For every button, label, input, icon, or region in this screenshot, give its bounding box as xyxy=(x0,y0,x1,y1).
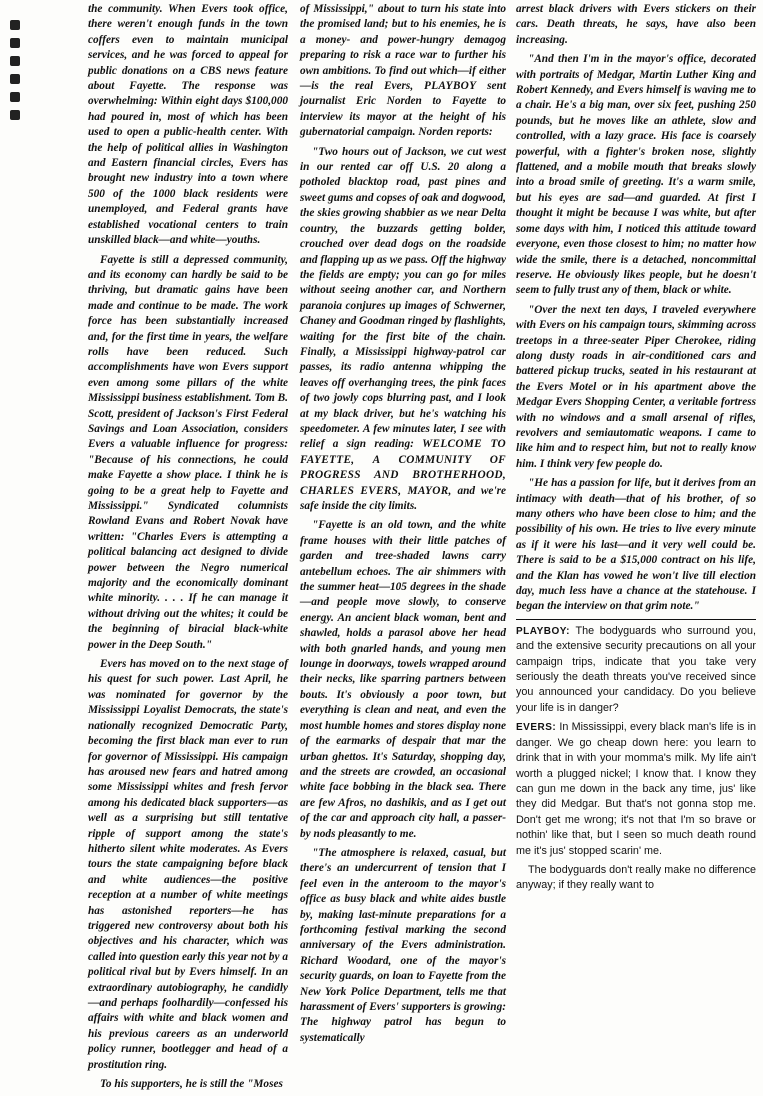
question-1-text: The bodyguards who surround you, and the extensive security precautions on all your campaign trips, indicate that you take very seriously the death threats you've received since you announced your candidacy. Do you believe your life is in danger? xyxy=(516,624,756,714)
column-1 xyxy=(88,2,288,1096)
speaker-label-evers: EVERS: xyxy=(516,722,557,734)
answer-1-text: In Mississippi, every black man's life is in danger. We go cheap down here: you learn to drink that in with your momma's milk. My life ain't worth a plugged nickel; I know that. I know they can gun me down in the back any time, jus' like they did Medgar. But that's not gonna stop me. Don't get me wrong; it's not that I'm so brave or nothin' like that, but I seen so much death round me it's jus' stopped scarin' me. xyxy=(516,721,756,857)
col2-paragraph-1 xyxy=(300,2,506,141)
margin-mark xyxy=(10,74,20,84)
intro-text xyxy=(516,2,756,615)
col2-paragraph-2 xyxy=(300,145,506,515)
col2-p1-text: of Mississippi," about to turn his state into the promised land; but to his enemies, he is a money- and power-hungry demagog preparing to risk a race war to further his own ambitions. To find out which—if either—is the real Evers, xyxy=(300,3,506,93)
col1-paragraph-4: To his supporters, he is still the "Moses xyxy=(100,1078,283,1091)
col3-paragraph-2: "And then I'm in the mayor's office, decorated with portraits of Medgar, Martin Luther King and Robert Kennedy, and Evers himself is waving me to a chair. He's a big man, over six feet, pushing 250 pounds, but he moves like an athlete, slow and controlled, with a lazy grace. His face is coarsely powerful, with a fighter's broken nose, slightly flattened, and a mobile mouth that breaks slowly into a broad smile of greeting. It's a warm smile, but his eyes are sad—and guarded. At first I thought it might be because I was white, but after some days with him, I noticed this attitude toward everyone, even those closest to him; no matter how wide the smile, there is a detached, noncommittal reserve. He obviously likes people, but he doesn't seem to fully trust any of them, black or white. xyxy=(516,53,756,297)
interview-question-1 xyxy=(516,624,756,716)
interview-paragraph-cont: The bodyguards don't really make no difference anyway; if they really want to xyxy=(516,863,756,892)
road-sign-text: WELCOME TO FAYETTE, A COMMUNITY OF PROGRESS AND BROTHERHOOD, CHARLES EVERS, MAYOR, xyxy=(300,438,507,497)
column-3 xyxy=(516,2,756,898)
margin-marks xyxy=(4,20,26,128)
margin-mark xyxy=(10,92,20,102)
margin-mark xyxy=(10,38,20,48)
margin-mark xyxy=(10,20,20,30)
interview-answer-1 xyxy=(516,720,756,859)
col3-paragraph-4: "He has a passion for life, but it derives from an intimacy with death—that of his brother, of so many others who have been close to him; and the possibility of his own. He tries to live every minute as if it were his last—and it very well could be. There is said to be a $15,000 contract on his life, and the Klan has vowed he won't live till election day, much less have a chance at the statehouse. I began the interview on that grim note." xyxy=(516,477,756,613)
speaker-label-playboy: PLAYBOY: xyxy=(516,625,571,637)
magazine-name: PLAYBOY xyxy=(424,80,477,93)
col1-paragraph-2: Fayette is still a depressed community, and its economy can hardly be said to be thriving, but dramatic gains have been made and continue to be made. The work force has been substantially increased and, for the first time in years, the welfare rolls have been reduced. Such accomplishments have won Evers support even among some pillars of the white Mississippi business establishment. Tom B. Scott, president of Jackson's First Federal Savings and Loan Association, considers Evers a valuable influence for progress: "Because of his connections, he could make Fayette a show place. I think he is going to be a great help to Fayette and Mississippi." Syndicated columnists Rowland Evans and Robert Novak have written: "Charles Evers is attempting a political balancing act designed to divide power between the Negro numerical majority and the economically dominant white minority. . . . If he can manage it without driving out the whites; it could be the beginning of biracial black-white power in the Deep South." xyxy=(88,253,288,651)
column-2 xyxy=(300,2,506,1050)
col2-p2-rest: and we're safe inside the city limits. xyxy=(300,484,506,512)
col3-paragraph-3: "Over the next ten days, I traveled everywhere with Evers on his campaign tours, skimming across treetops in a three-seater Piper Cherokee, riding along dusty roads in air-conditioned cars and battered pickup trucks, seated in his restaurant at the Evers Motel or in his apartment above the Medgar Evers Shopping Center, a veritable fortress with no windows and a small arsenal of rifles, revolvers and semiautomatic weapons. I came to like him and to respect him, but not to really know him. I think very few people do. xyxy=(516,303,756,470)
col2-paragraph-4: "The atmosphere is relaxed, casual, but there's an undercurrent of tension that I feel even in the anteroom to the mayor's office as busy black and white aides bustle by, making last-minute preparations for a forthcoming festival marking the second anniversary of the Evers administration. Richard Woodard, one of the mayor's security guards, on loan to Fayette from the New York Police Department, tells me that harassment of Evers' supporters is growing: The highway patrol has begun to systematically xyxy=(300,846,506,1044)
col2-p2-text: "Two hours out of Jackson, we cut west in our rented car off U.S. 20 along a potholed blacktop road, past pines and sweet gums and copses of oak and dogwood, the skies growing shabbier as we near Delta country, the buzzards getting bolder, crouched over dead dogs on the roadside and flapping up as we pass. Off the highway the fields are empty; you can go for miles without seeing another car, and Northern paranoia conjures up images of Schwerner, Chaney and Goodman ringed by flashlights, waiting for the first bite of the chain. Finally, a Mississippi highway-patrol car passes, its radio antenna whipping the leaves off overhanging trees, the pink faces of two jowly cops blurring past, and I look at my black driver, but he's watching his speedometer. A few minutes later, I see with relief a sign reading: xyxy=(300,145,506,451)
interview-text xyxy=(516,624,756,894)
col3-paragraph-1: arrest black drivers with Evers stickers on their cars. Death threats, he says, have also been increasing. xyxy=(516,3,756,46)
col2-p1-rest: sent journalist Eric Norden to Fayette to interview its mayor at the height of his gubernatorial campaign. Norden reports: xyxy=(300,80,506,139)
margin-mark xyxy=(10,110,20,120)
col1-paragraph-3: Evers has moved on to the next stage of his quest for such power. Last April, he was nominated for governor by the Mississippi Loyalist Democrats, the state's nationally recognized Democratic Party, becoming the first black man ever to run for governor of Mississippi. His campaign has aroused new fears and hatred among some Mississippi whites and fresh fervor among his dedicated black supporters—as well as a surprising but still tentative ripple of support among the state's hitherto silent white moderates. As Evers tours the state campaigning before black and white audiences—the positive reception at a number of white meetings has astonished reporters—he has triggered new controversy about both his objectives and his character, which was called into question early this year not by a political rival but by Evers himself. In an extraordinary autobiography, he candidly—and perhaps foolhardily—confessed his affairs with white and black women and his previous careers as an underworld policy runner, bootlegger and head of a prostitution ring. xyxy=(88,658,288,1071)
section-divider xyxy=(516,619,756,620)
col1-paragraph-1: the community. When Evers took office, there weren't enough funds in the town coffers even to maintain municipal services, and he was forced to appeal for public donations on a CBS news feature about Fayette. The response was overwhelming: Within eight days $100,000 had poured in, most of which has been used to open a public-health center. With the help of political allies in Washington and Eastern financial circles, Evers has brought new industry into a town where 500 of the 1000 black residents were unemployed, and Federal grants have established vocational centers to train unskilled black—and white—youths. xyxy=(88,3,288,247)
col2-paragraph-3: "Fayette is an old town, and the white frame houses with their little patches of garden and tree-shaded lawns carry antebellum echoes. The air shimmers with the summer heat—105 degrees in the shade—and people move slowly, to conserve energy. An ancient black woman, bent and shawled, holds a parasol above her head with both gnarled hands, and young men lounge in doorways, towels wrapped around their necks, like sparring partners between bouts. It's obviously a poor town, but everything is clean and neat, and even the most humble homes and stores display none of the earmarks of despair that mar the urban ghettos. It's Saturday, shopping day, and the streets are crowded, an occasional white face bobbing in the black sea. There are few Afros, no dashikis, and as I get out of the car and approach city hall, a passer-by nods pleasantly to me. xyxy=(300,519,506,840)
margin-mark xyxy=(10,56,20,66)
